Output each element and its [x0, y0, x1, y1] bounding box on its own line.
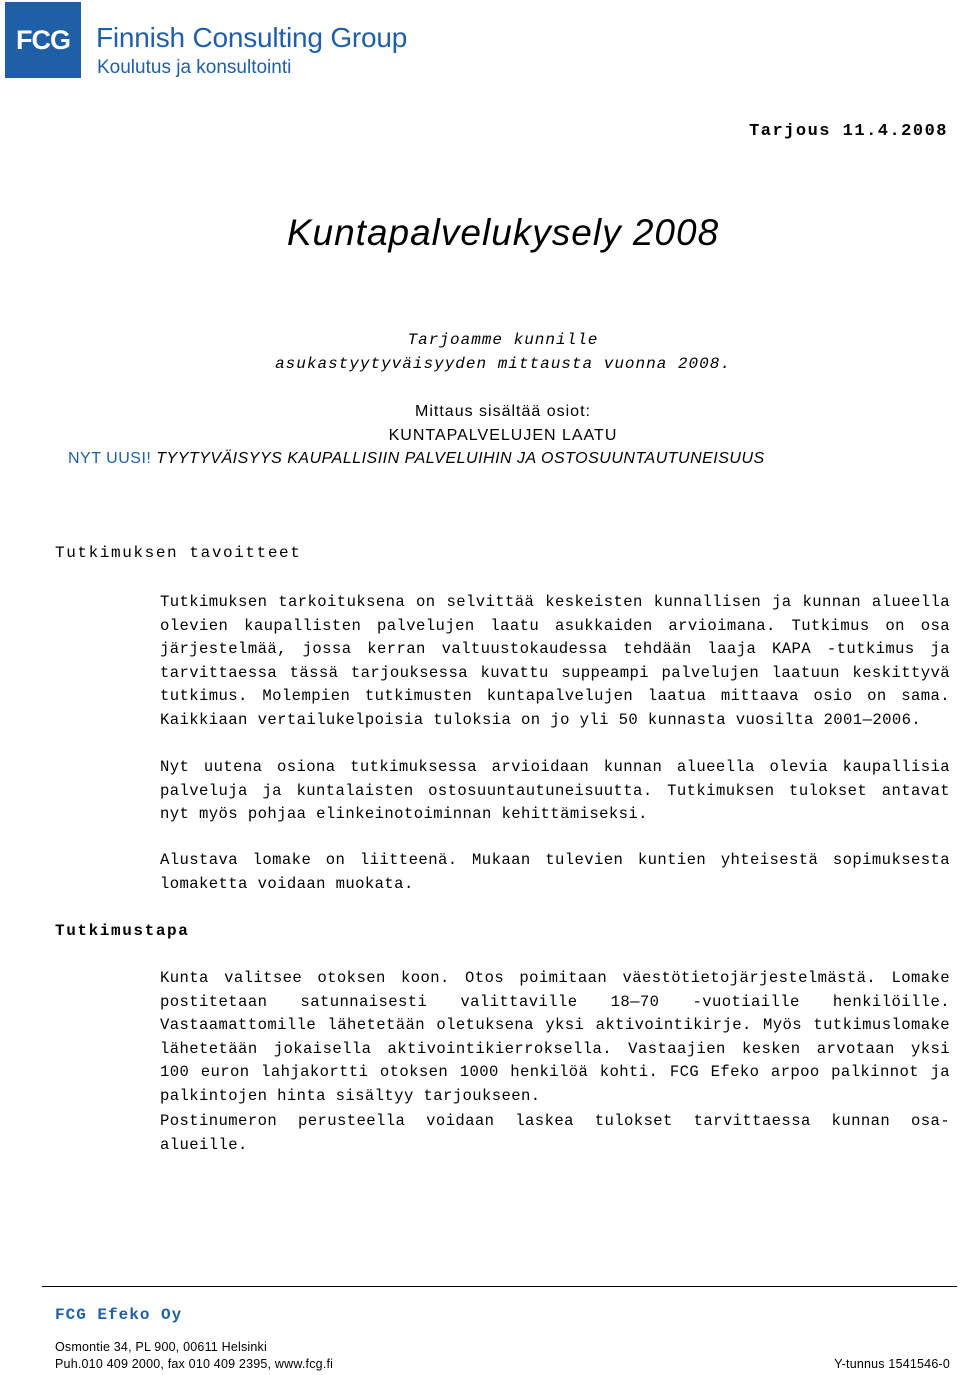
offer-date: Tarjous 11.4.2008 — [749, 122, 948, 141]
logo-company-name: Finnish Consulting Group — [96, 22, 408, 53]
intro-line-1: Tarjoamme kunnille — [407, 331, 599, 349]
section-heading-method: Tutkimustapa — [55, 922, 190, 940]
paragraph-method-2: Postinumeron perusteella voidaan laskea tulokset tarvittaessa kunnan osa-alueille. — [160, 1112, 950, 1154]
paragraph-goals-1: Tutkimuksen tarkoituksena on selvittää keskeisten kunnallisen ja kunnan alueella olevien kaupallisten palvelujen laatu asukkaiden arvioimana. Tutkimus on osa järjestelmää, jossa kerran valtuustokaudessa tehdään laaja KAPA -tutkimus ja tarvittaessa tässä tarjouksessa kuvattu suppeampi palvelujen laatuun keskittyvä tutkimus. Molempien tutkimusten kuntapalvelujen laatua mittaava osio on sama. Kaikkiaan vertailukelpoisia tuloksia on jo yli 50 kunnasta vuosilta 2001—2006. — [160, 593, 950, 729]
contents-heading: Mittaus sisältää osiot: — [415, 403, 591, 420]
footer-contact: Puh.010 409 2000, fax 010 409 2395, www.fcg.fi — [55, 1357, 334, 1371]
intro-line-2: asukastyytyväisyyden mittausta vuonna 2008. — [275, 355, 731, 373]
contents-item-2 — [68, 450, 765, 468]
contents-item-2-text: TYYTYVÄISYYS KAUPALLISIIN PALVELUIHIN JA OSTOSUUNTAUTUNEISUUS — [151, 450, 765, 467]
paragraph-method-1: Kunta valitsee otoksen koon. Otos poimitaan väestötietojärjestelmästä. Lomake postitetaan satunnaisesti valittaville 18—70 -vuotiaille henkilöille. Vastaamattomille lähetetään oletuksena yksi aktivointikirje. Myös tutkimuslomake lähetetään jokaisella aktivointikierroksella. Vastaajien kesken arvotaan yksi 100 euron lahjakortti otoksen 1000 henkilöä kohti. FCG Efeko arpoo palkinnot ja palkintojen hinta sisältyy tarjoukseen. — [160, 969, 950, 1105]
contents-item-1: KUNTAPALVELUJEN LAATU — [388, 427, 618, 444]
logo-subtitle: Koulutus ja konsultointi — [97, 57, 292, 78]
footer-address: Osmontie 34, PL 900, 00611 Helsinki — [55, 1340, 267, 1354]
footer-business-id: Y-tunnus 1541546-0 — [834, 1357, 950, 1371]
footer-company-name: FCG Efeko Oy — [55, 1306, 183, 1324]
document-title: Kuntapalvelukysely 2008 — [286, 212, 720, 253]
paragraph-goals-3: Alustava lomake on liitteenä. Mukaan tulevien kuntien yhteisestä sopimuksesta lomaketta voidaan muokata. — [160, 851, 950, 893]
new-badge: NYT UUSI! — [68, 450, 152, 467]
footer-divider — [42, 1286, 957, 1287]
fcg-logo-mark: FCG — [5, 2, 81, 78]
section-heading-goals: Tutkimuksen tavoitteet — [55, 544, 302, 562]
paragraph-goals-2: Nyt uutena osiona tutkimuksessa arvioidaan kunnan alueella olevia kaupallisia palveluja ja kuntalaisten ostosuuntautuneisuutta. Tutkimuksen tulokset antavat nyt myös pohjaa elinkeinotoiminnan kehittämiseksi. — [160, 758, 950, 823]
